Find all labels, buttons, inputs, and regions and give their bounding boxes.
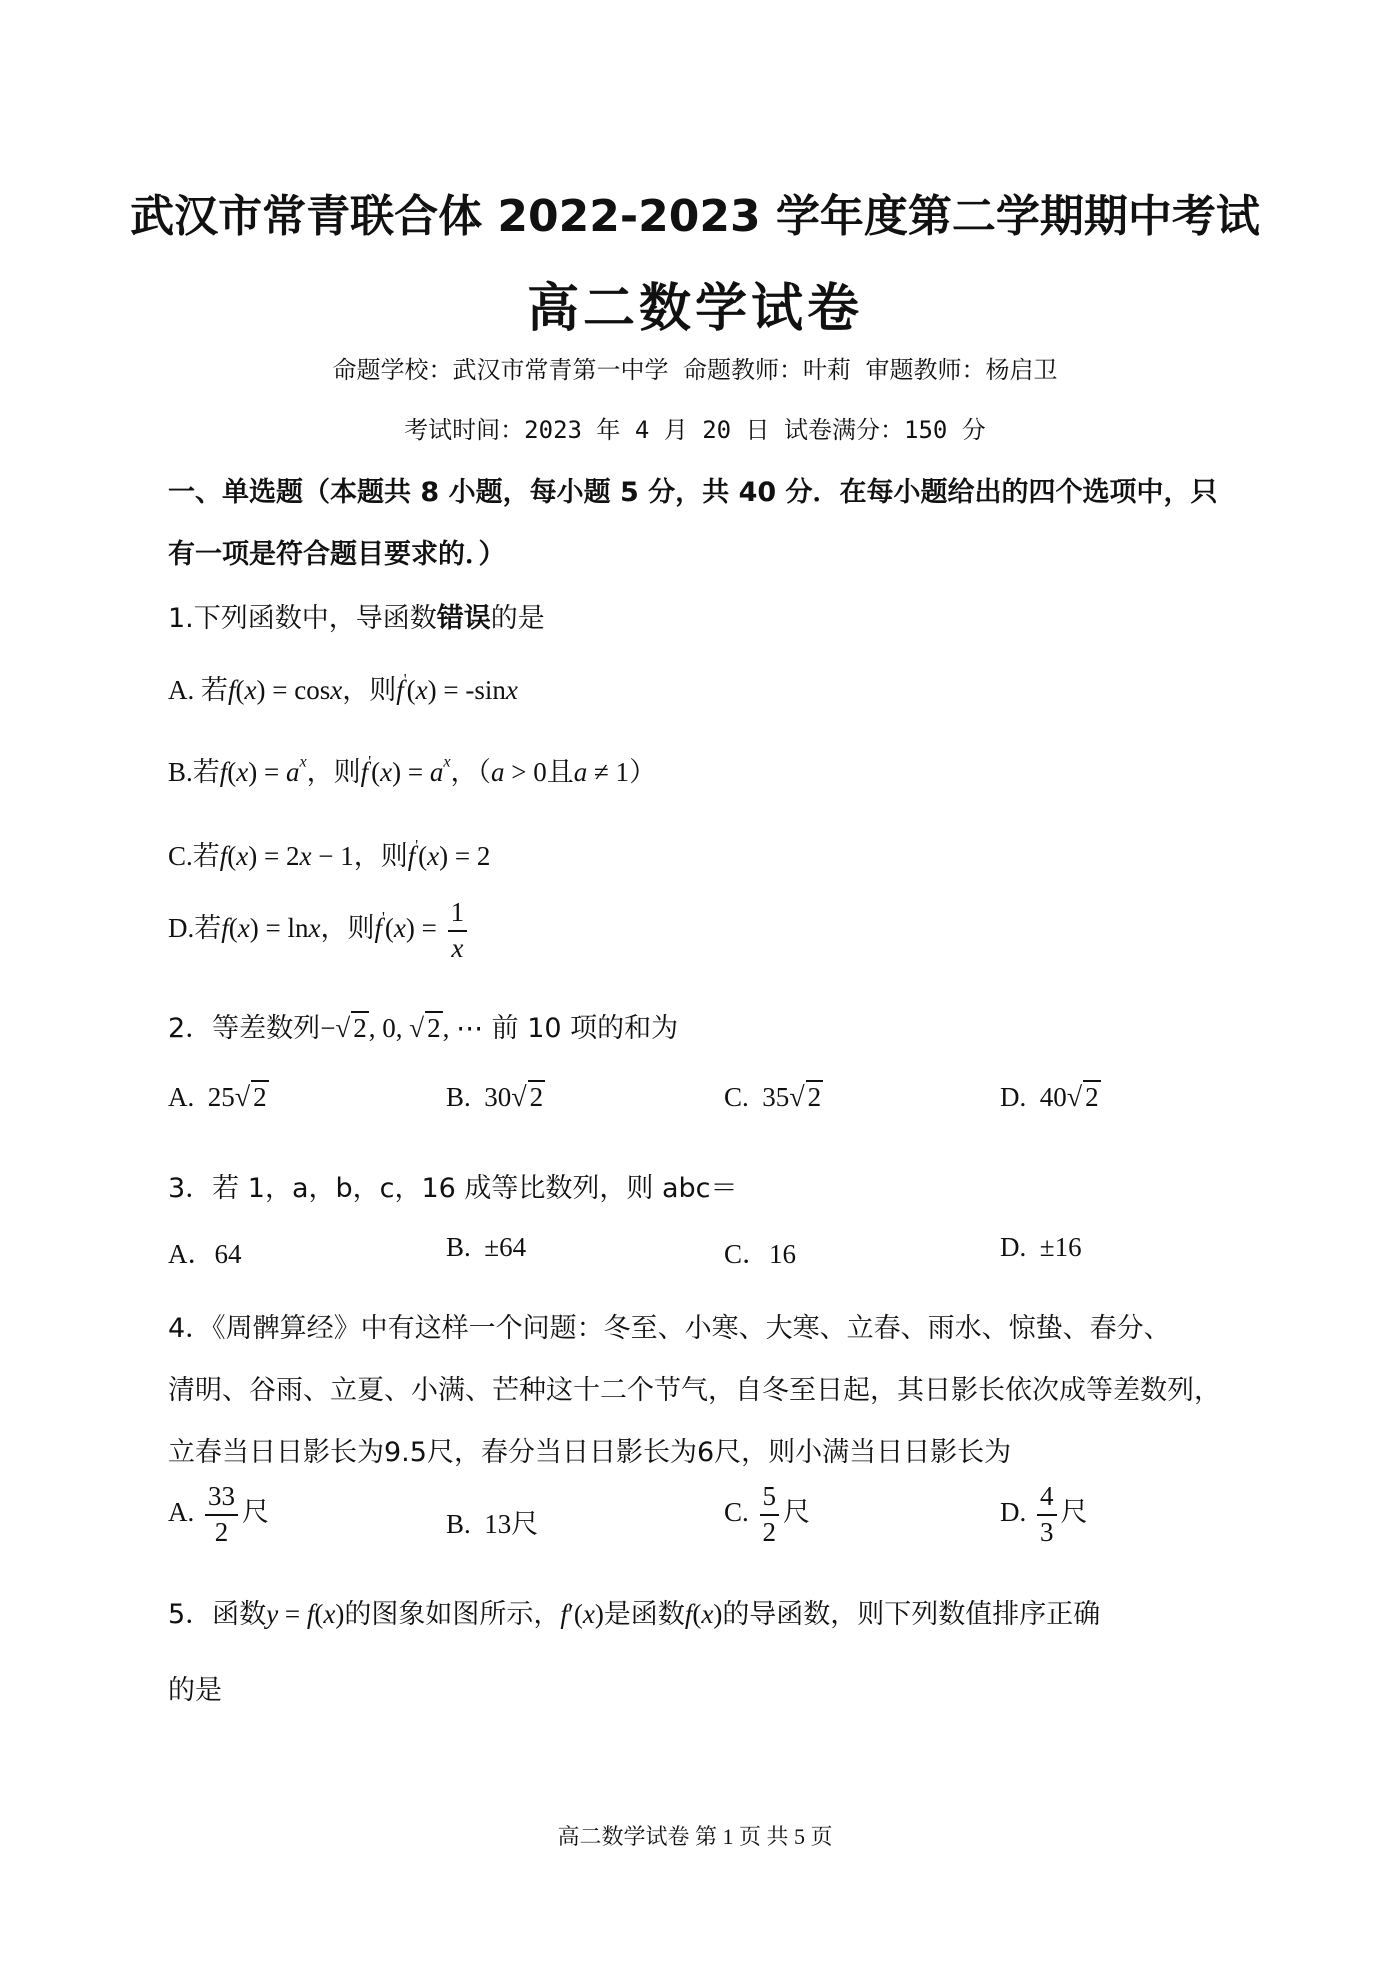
q1-option-b: B.若$f(x) = a^x$，则$f'(x) = a^x$，（a > 0且a ≠ 1）	[168, 752, 657, 788]
q4-option-b	[446, 1502, 538, 1541]
fraction	[760, 1482, 780, 1547]
option-label: A.	[168, 1496, 195, 1527]
q2-stem-b: 前 10 项的和为	[491, 1013, 679, 1044]
q5-line1: 5．函数y = f(x)的图象如图所示，f′(x)是函数f(x)的导函数，则下列数值排序正确	[168, 1599, 1101, 1630]
section-heading-line1: 一、单选题（本题共 8 小题，每小题 5 分，共 40 分．在每小题给出的四个选项中，只	[168, 477, 1218, 508]
fraction-denominator: 2	[214, 1516, 229, 1547]
section-heading-line2: 有一项是符合题目要求的．）	[168, 539, 506, 570]
option-text: ，（	[450, 757, 491, 788]
q4-line2: 清明、谷雨、立夏、小满、芒种这十二个节气，自冬至日起，其日影长依次成等差数列，	[168, 1375, 1221, 1406]
option-unit: 尺	[242, 1496, 269, 1528]
option-label: C.	[724, 1082, 749, 1112]
q5-text-c: 是函数	[603, 1599, 685, 1630]
q3-option-c	[724, 1232, 796, 1271]
option-label: D.	[1000, 1232, 1027, 1262]
q2-option-d: D. 40√ 2	[1000, 1082, 1099, 1113]
option-text: ）	[629, 757, 657, 788]
q5-line2: 的是	[168, 1675, 222, 1706]
q1-option-d: D.若f(x) = lnx，则f'(x) = $\frac{1}{x}$	[168, 898, 471, 963]
option-label: C.	[724, 1496, 749, 1527]
option-label: C．	[724, 1239, 770, 1269]
option-text: ，则	[320, 912, 375, 944]
q1-stem-a: 1.下列函数中，导函数	[168, 603, 437, 634]
option-label: A．	[168, 1239, 215, 1269]
option-text: ，则	[342, 675, 397, 706]
option-radicand: 2	[1085, 1082, 1099, 1112]
option-label: C.	[168, 841, 193, 871]
option-label: B.	[446, 1082, 471, 1112]
q4-option-a	[168, 1482, 269, 1547]
q3-option-a	[168, 1232, 242, 1271]
q4-option-c	[724, 1482, 810, 1547]
option-text: 若	[192, 757, 220, 788]
q4-line1: 4．《周髀算经》中有这样一个问题：冬至、小寒、大寒、立春、雨水、惊蛰、春分、	[168, 1313, 1171, 1344]
exam-time-score: 考试时间：2023 年 4 月 20 日 试卷满分：150 分	[404, 416, 986, 444]
option-text: 若	[194, 912, 222, 944]
option-label: D.	[1000, 1496, 1027, 1527]
option-radicand: 2	[529, 1082, 544, 1112]
option-unit: 尺	[1060, 1496, 1088, 1528]
option-coef: 40	[1039, 1082, 1067, 1112]
q2-option-c: C. 35√ 2	[724, 1082, 822, 1113]
option-text: 若	[192, 841, 220, 872]
q5-text-d: 的导函数，则下列数值排序正确	[722, 1599, 1101, 1630]
fraction-denominator: 2	[762, 1516, 777, 1547]
option-label: B.	[446, 1232, 471, 1262]
option-value: 16	[769, 1239, 797, 1269]
q4-line3: 立春当日日影长为9.5尺，春分当日日影长为6尺，则小满当日日影长为	[168, 1437, 1012, 1468]
q1-option-c: C.若f(x) = 2x − 1，则f'(x) = 2	[168, 836, 491, 872]
option-value: 13尺	[484, 1509, 539, 1539]
q1-option-a: A. 若f(x) = cosx，则f'(x) = -sinx	[168, 670, 518, 706]
exam-subtitle: 高二数学试卷	[526, 279, 863, 339]
q5-text-a: 5．函数	[168, 1599, 267, 1630]
q2-option-a: A. 25√ 2	[168, 1082, 267, 1113]
q5-text-b: 的图象如图所示，	[344, 1599, 561, 1630]
option-label: B.	[168, 757, 193, 787]
fraction	[205, 1482, 238, 1547]
fraction	[1037, 1482, 1057, 1547]
exam-title: 武汉市常青联合体 2022-2023 学年度第二学期期中考试	[130, 191, 1260, 242]
option-coef: 35	[762, 1082, 790, 1112]
q2-option-b: B. 30√ 2	[446, 1082, 544, 1113]
q1-stem	[168, 596, 545, 635]
option-coef: 25	[207, 1082, 235, 1112]
option-text: ，则	[306, 757, 361, 788]
option-radicand: 2	[253, 1082, 267, 1112]
exam-authors: 命题学校：武汉市常青第一中学 命题教师：叶莉 审题教师：杨启卫	[332, 356, 1058, 384]
option-value: ±64	[484, 1232, 527, 1262]
fraction-denominator: 3	[1040, 1516, 1054, 1547]
option-value: ±16	[1039, 1232, 1082, 1262]
option-label: D.	[168, 912, 195, 943]
q2-stem: 2．等差数列−√ 2, 0, √ 2, ⋯ 前 10 项的和为	[168, 1013, 679, 1044]
q3-stem: 3．若 1，a，b，c，16 成等比数列，则 abc＝	[168, 1173, 738, 1204]
option-coef: 30	[484, 1082, 512, 1112]
q4-option-d	[1000, 1482, 1088, 1547]
page-footer: 高二数学试卷 第 1 页 共 5 页	[557, 1824, 833, 1849]
option-radicand: 2	[807, 1082, 822, 1112]
option-label: D.	[1000, 1082, 1027, 1112]
q2-stem-a: 2．等差数列	[168, 1013, 321, 1044]
option-label: B.	[446, 1509, 471, 1539]
q1-stem-c: 的是	[490, 603, 545, 634]
fraction-numerator: 4	[1037, 1482, 1057, 1516]
option-text: ，则	[353, 841, 408, 872]
q3-option-d	[1000, 1232, 1082, 1263]
fraction-numerator: 33	[205, 1482, 238, 1516]
q3-option-b	[446, 1232, 526, 1263]
option-text: 且	[546, 757, 574, 788]
option-value: 64	[214, 1239, 242, 1269]
fraction-numerator: 5	[760, 1482, 780, 1516]
q1-stem-emphasis: 错误	[436, 603, 491, 634]
option-label: A.	[168, 1082, 195, 1112]
option-unit: 尺	[783, 1496, 811, 1528]
option-label: A.	[168, 675, 195, 705]
option-text: 若	[201, 675, 228, 706]
fraction: $\frac{1}{x}$	[448, 898, 468, 963]
